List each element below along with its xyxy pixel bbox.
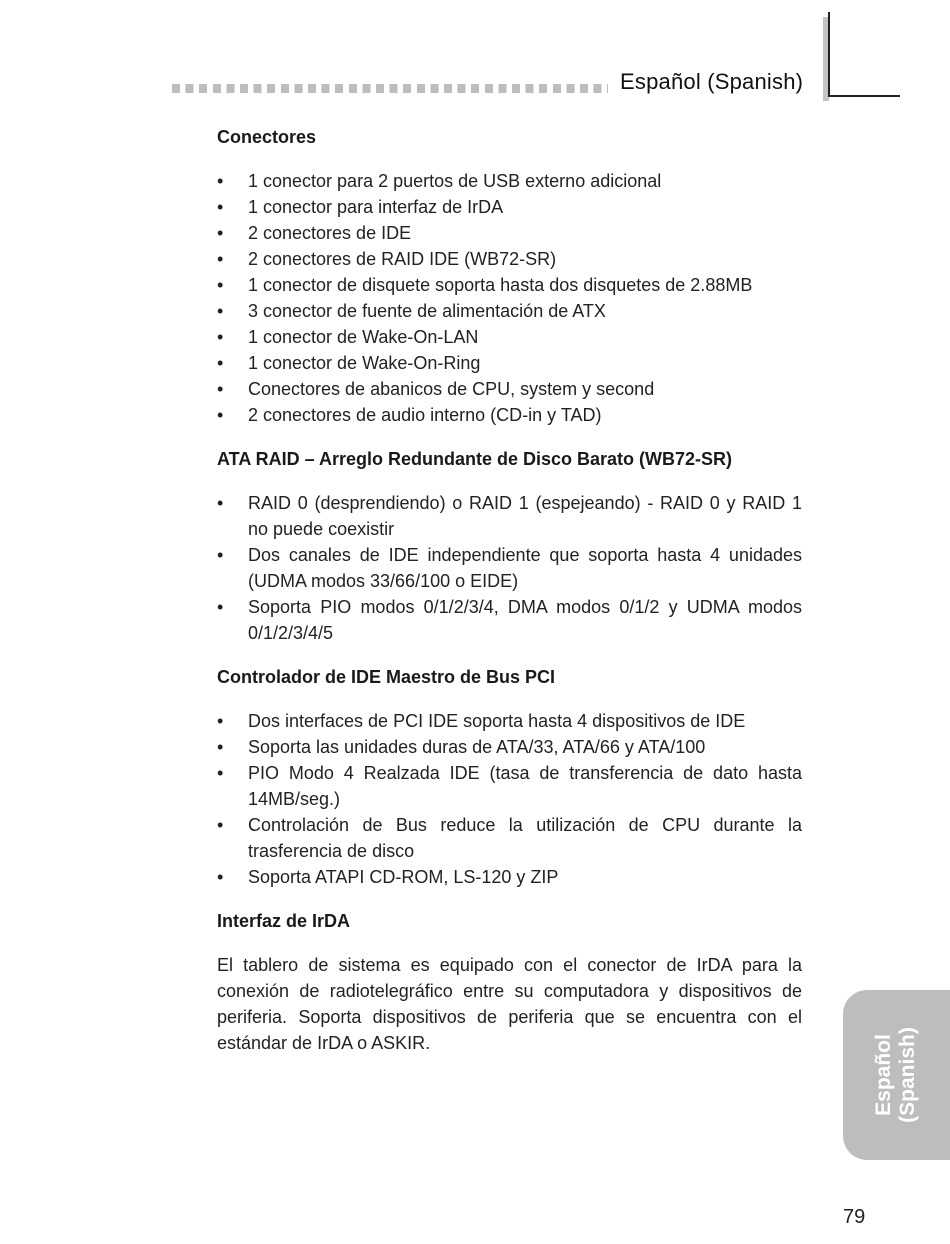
main-content	[217, 124, 802, 1056]
header-dotted-rule	[172, 84, 608, 93]
list-item: • 2 conectores de audio interno (CD-in y TAD)	[217, 402, 802, 428]
list-item: • 3 conector de fuente de alimentación de ATX	[217, 298, 802, 324]
irda-paragraph: El tablero de sistema es equipado con el conector de IrDA para la conexión de radiotelegráfico entre su computadora y dispositivos de periferia. Soporta dispositivos de periferia que se encuentra con el estándar de IrDA o ASKIR.	[217, 955, 802, 1053]
corner-mark-horizontal	[828, 95, 900, 97]
list-item: • Soporta ATAPI CD-ROM, LS-120 y ZIP	[217, 864, 802, 890]
section-heading-conectores: Conectores	[217, 127, 317, 147]
list-item: • Controlación de Bus reduce la utilización de CPU durante la trasferencia de disco	[217, 812, 802, 864]
list-item: • 2 conectores de IDE	[217, 220, 802, 246]
list-item: • Soporta PIO modos 0/1/2/3/4, DMA modos 0/1/2 y UDMA modos 0/1/2/3/4/5	[217, 594, 802, 646]
page-number: 79	[843, 1206, 866, 1228]
side-tab-line-1: Español	[872, 1034, 895, 1116]
list-item: • 1 conector para 2 puertos de USB externo adicional	[217, 168, 802, 194]
list-item: • 1 conector de disquete soporta hasta dos disquetes de 2.88MB	[217, 272, 802, 298]
side-language-tab	[843, 990, 950, 1160]
list-item: • 2 conectores de RAID IDE (WB72-SR)	[217, 246, 802, 272]
section-heading-ata-raid: ATA RAID – Arreglo Redundante de Disco Barato (WB72-SR)	[217, 449, 733, 469]
side-tab-label	[872, 1027, 920, 1123]
list-item: • Soporta las unidades duras de ATA/33, ATA/66 y ATA/100	[217, 734, 802, 760]
list-item: • 1 conector para interfaz de IrDA	[217, 194, 802, 220]
section-heading-irda: Interfaz de IrDA	[217, 911, 351, 931]
list-item: • 1 conector de Wake-On-Ring	[217, 350, 802, 376]
list-item: • Dos canales de IDE independiente que soporta hasta 4 unidades (UDMA modos 33/66/100 o EIDE)	[217, 542, 802, 594]
list-conectores	[217, 168, 802, 428]
section-heading-controlador-ide: Controlador de IDE Maestro de Bus PCI	[217, 667, 556, 687]
header-title: Español (Spanish)	[620, 69, 804, 94]
list-item: • Dos interfaces de PCI IDE soporta hasta 4 dispositivos de IDE	[217, 708, 802, 734]
list-controlador-ide	[217, 708, 802, 890]
list-ata-raid	[217, 490, 802, 646]
side-tab-line-2: (Spanish)	[896, 1027, 919, 1123]
list-item: • Conectores de abanicos de CPU, system y second	[217, 376, 802, 402]
list-item: • PIO Modo 4 Realzada IDE (tasa de transferencia de dato hasta 14MB/seg.)	[217, 760, 802, 812]
corner-mark-vertical	[828, 12, 830, 96]
list-item: • 1 conector de Wake-On-LAN	[217, 324, 802, 350]
list-item: • RAID 0 (desprendiendo) o RAID 1 (espejeando) - RAID 0 y RAID 1 no puede coexistir	[217, 490, 802, 542]
